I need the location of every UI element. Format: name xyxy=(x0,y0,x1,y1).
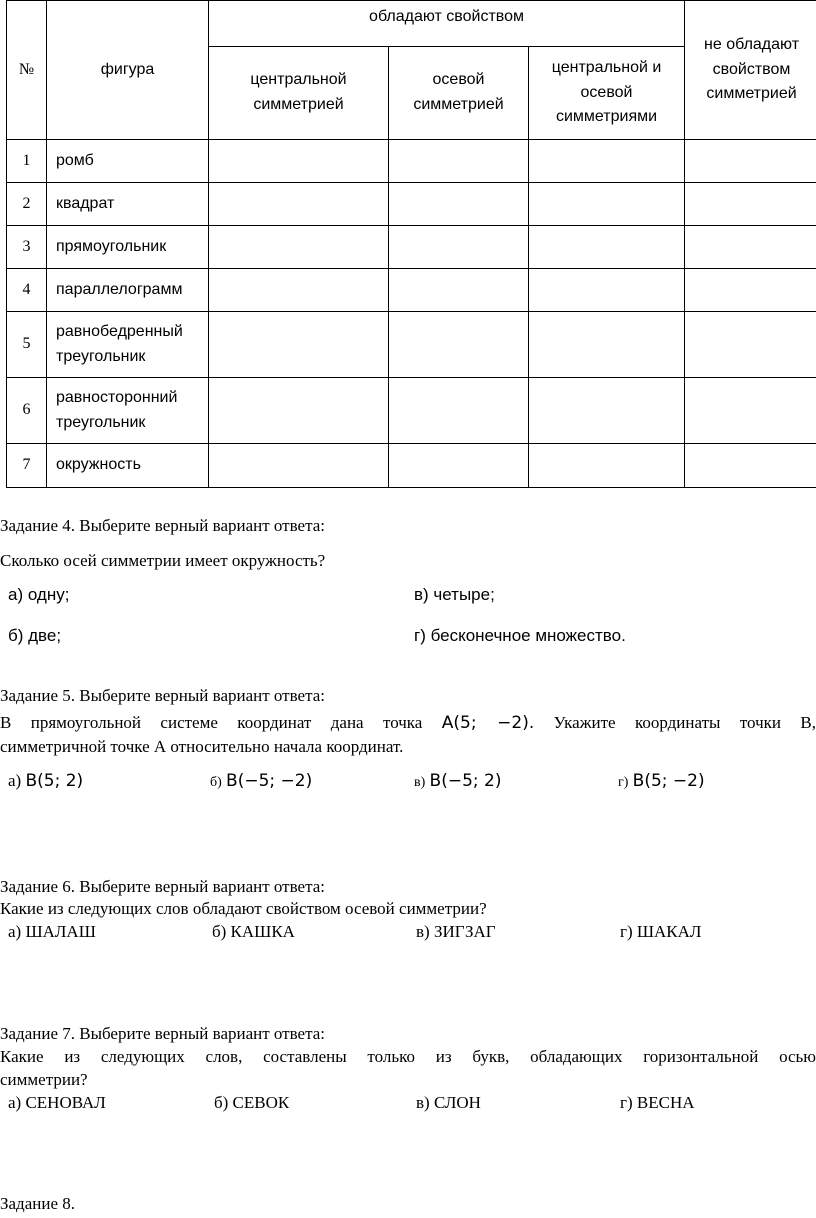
answer-cell[interactable] xyxy=(529,444,685,488)
answer-cell[interactable] xyxy=(685,378,816,444)
task6-title: Задание 6. Выберите верный вариант ответа: xyxy=(0,877,325,896)
task5-question-line2: симметричной точке А относительно начала координат. xyxy=(0,737,404,756)
answer-cell[interactable] xyxy=(389,444,529,488)
answer-cell[interactable] xyxy=(685,226,816,269)
task4-option-b[interactable]: б) две; xyxy=(8,626,62,645)
answer-cell[interactable] xyxy=(529,140,685,183)
answer-cell[interactable] xyxy=(209,226,389,269)
task7-title: Задание 7. Выберите верный вариант ответа: xyxy=(0,1024,325,1043)
header-none: не обладают свойством симметрией xyxy=(685,1,816,140)
header-number: № xyxy=(7,1,47,140)
answer-cell[interactable] xyxy=(529,226,685,269)
answer-cell[interactable] xyxy=(209,312,389,378)
task4-question: Сколько осей симметрии имеет окружность? xyxy=(0,551,326,570)
table-row: 6 равносторонний треугольник xyxy=(7,378,816,444)
task4-option-g[interactable]: г) бесконечное множество. xyxy=(414,626,626,645)
answer-cell[interactable] xyxy=(685,312,816,378)
task7-option-a[interactable]: а) СЕНОВАЛ xyxy=(8,1093,106,1112)
answer-cell[interactable] xyxy=(389,183,529,226)
task6-option-b[interactable]: б) КАШКА xyxy=(212,922,295,941)
answer-cell[interactable] xyxy=(685,444,816,488)
task6-option-a[interactable]: а) ШАЛАШ xyxy=(8,922,96,941)
table-row: 7 окружность xyxy=(7,444,816,488)
answer-cell[interactable] xyxy=(209,444,389,488)
task5-option-v[interactable]: в) B(−5; 2) xyxy=(414,771,502,791)
answer-cell[interactable] xyxy=(529,378,685,444)
task4-title: Задание 4. Выберите верный вариант ответа: xyxy=(0,516,325,535)
header-both: центральной и осевой симметриями xyxy=(529,47,685,140)
task5-title: Задание 5. Выберите верный вариант ответа: xyxy=(0,686,325,705)
point-a: A(5; −2). xyxy=(441,713,535,733)
table-row: 2 квадрат xyxy=(7,183,816,226)
answer-cell[interactable] xyxy=(389,226,529,269)
answer-cell[interactable] xyxy=(389,269,529,312)
answer-cell[interactable] xyxy=(209,378,389,444)
task8-title: Задание 8. xyxy=(0,1194,75,1213)
table-row: 3 прямоугольник xyxy=(7,226,816,269)
task7-question-line2: симметрии? xyxy=(0,1070,88,1089)
header-axial: осевой симметрией xyxy=(389,47,529,140)
answer-cell[interactable] xyxy=(209,140,389,183)
task5-option-g[interactable]: г) B(5; −2) xyxy=(618,771,705,791)
task4-option-a[interactable]: а) одну; xyxy=(8,585,70,604)
task7-option-b[interactable]: б) СЕВОК xyxy=(214,1093,290,1112)
answer-cell[interactable] xyxy=(685,140,816,183)
task7-question-line1: Какие из следующих слов, составлены только из букв, обладающих горизонтальной осью xyxy=(0,1047,816,1066)
task6-option-g[interactable]: г) ШАКАЛ xyxy=(620,922,702,941)
header-central: центральной симметрией xyxy=(209,47,389,140)
table-row: 5 равнобедренный треугольник xyxy=(7,312,816,378)
task7-option-g[interactable]: г) ВЕСНА xyxy=(620,1093,695,1112)
table-row: 4 параллелограмм xyxy=(7,269,816,312)
task7-option-v[interactable]: в) СЛОН xyxy=(416,1093,481,1112)
answer-cell[interactable] xyxy=(389,140,529,183)
task5-option-b[interactable]: б) B(−5; −2) xyxy=(210,771,313,791)
answer-cell[interactable] xyxy=(529,183,685,226)
answer-cell[interactable] xyxy=(685,183,816,226)
answer-cell[interactable] xyxy=(529,312,685,378)
task6-option-v[interactable]: в) ЗИГЗАГ xyxy=(416,922,496,941)
task5-question-line1: В прямоугольной системе координат дана точка A(5; −2). Укажите координаты точки В, xyxy=(0,713,816,733)
answer-cell[interactable] xyxy=(209,269,389,312)
symmetry-table xyxy=(6,0,816,488)
answer-cell[interactable] xyxy=(685,269,816,312)
header-figure: фигура xyxy=(47,1,209,140)
answer-cell[interactable] xyxy=(389,378,529,444)
answer-cell[interactable] xyxy=(209,183,389,226)
header-have-property: обладают свойством xyxy=(209,1,685,47)
task5-option-a[interactable]: а) B(5; 2) xyxy=(8,771,84,791)
table-row: 1 ромб xyxy=(7,140,816,183)
task4-option-v[interactable]: в) четыре; xyxy=(414,585,495,604)
task6-question: Какие из следующих слов обладают свойством осевой симметрии? xyxy=(0,899,487,918)
answer-cell[interactable] xyxy=(389,312,529,378)
answer-cell[interactable] xyxy=(529,269,685,312)
